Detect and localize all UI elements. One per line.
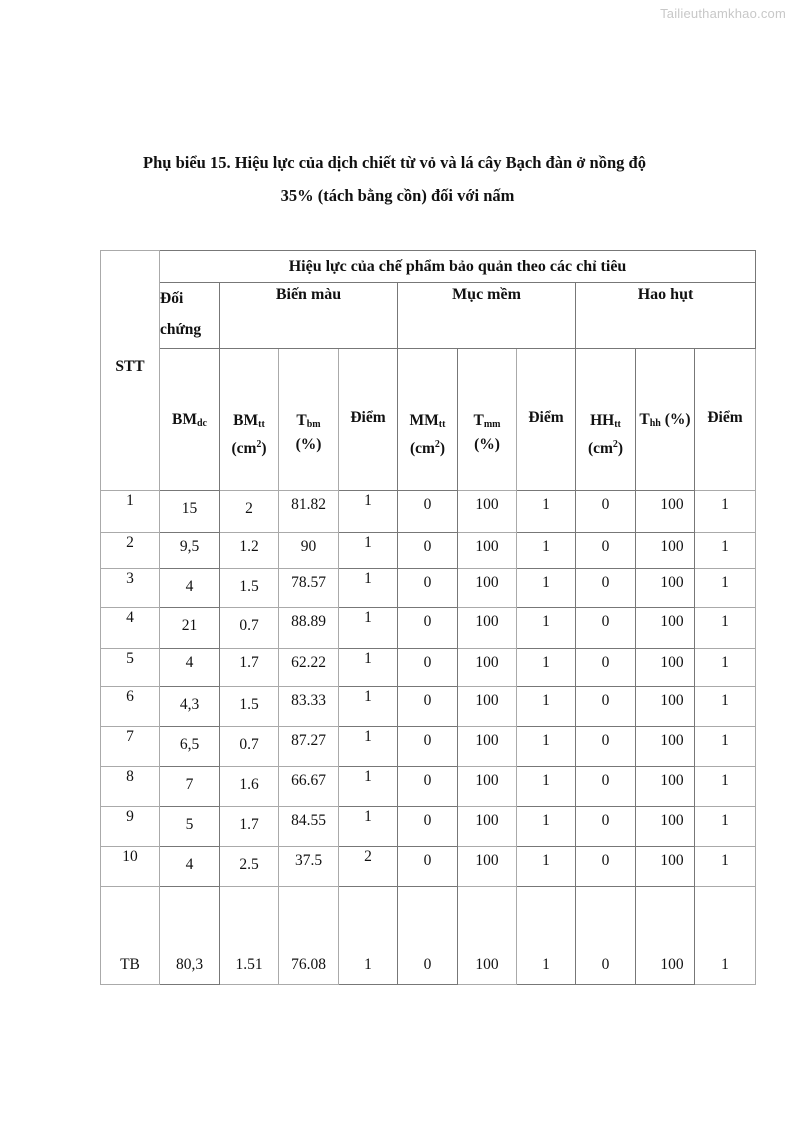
cell-mm-tt: 0 [398,533,458,569]
col-diem-mm: Điểm [517,349,576,491]
col-bm-dc: $BM_{dc}$ [160,349,220,491]
results-table [100,250,756,985]
cell-diem-mm: 1 [517,608,576,649]
cell-t-mm: 100 [458,608,517,649]
cell-bm-tt: 0.7 [220,608,279,649]
cell-diem-bm: 2 [339,847,398,887]
cell-diem-bm: 1 [339,649,398,687]
table-title-line2: 35% (tách bằng cồn) đối với nấm [280,186,515,205]
col-t-mm: $T_{mm}$ (%) [458,349,517,491]
cell-t-hh: 100 [636,727,695,767]
cell-t-bm: 62.22 [279,649,339,687]
cell-t-mm: 100 [458,727,517,767]
cell-mm-tt: 0 [398,608,458,649]
cell-diem-hh: 1 [695,608,756,649]
cell-bm-tt: 1.7 [220,807,279,847]
header-group-efficacy: Hiệu lực của chế phẩm bảo quản theo các chỉ tiêu [160,251,756,283]
cell-stt: 2 [101,533,160,569]
col-diem-bm: Điểm [339,349,398,491]
cell-diem-mm: 1 [517,569,576,608]
cell-mm-tt: 0 [398,491,458,533]
table-row [101,608,756,649]
cell-t-hh: 100 [636,533,695,569]
cell-mm-tt: 0 [398,767,458,807]
header-soft-rot: Mục mềm [398,283,576,349]
header-discoloration: Biến màu [220,283,398,349]
cell-bm-tt: 1.7 [220,649,279,687]
cell-diem-hh: 1 [695,491,756,533]
cell-t-mm: 100 [458,767,517,807]
cell-mm-tt: 0 [398,887,458,985]
header-row-columns [101,349,756,491]
cell-diem-bm: 1 [339,767,398,807]
cell-t-hh: 100 [636,807,695,847]
cell-bm-tt: 0.7 [220,727,279,767]
cell-diem-hh: 1 [695,533,756,569]
cell-stt: 10 [101,847,160,887]
cell-t-bm: 90 [279,533,339,569]
cell-diem-hh: 1 [695,847,756,887]
col-bm-tt: $BM_{tt}$ $(cm^2)$ [220,349,279,491]
cell-t-bm: 88.89 [279,608,339,649]
cell-diem-hh: 1 [695,767,756,807]
header-row-subgroups [101,283,756,349]
cell-bm-dc: 4,3 [160,687,220,727]
cell-diem-hh: 1 [695,687,756,727]
cell-diem-mm: 1 [517,887,576,985]
cell-bm-tt: 1.51 [220,887,279,985]
cell-stt: 1 [101,491,160,533]
cell-stt: TB [101,887,160,985]
cell-bm-dc: 7 [160,767,220,807]
cell-t-mm: 100 [458,887,517,985]
cell-diem-bm: 1 [339,887,398,985]
cell-hh-tt: 0 [576,847,636,887]
cell-hh-tt: 0 [576,569,636,608]
cell-diem-bm: 1 [339,533,398,569]
cell-t-hh: 100 [636,767,695,807]
cell-mm-tt: 0 [398,847,458,887]
cell-bm-tt: 1.5 [220,687,279,727]
cell-stt: 4 [101,608,160,649]
cell-bm-dc: 15 [160,491,220,533]
cell-t-hh: 100 [636,491,695,533]
cell-bm-dc: 80,3 [160,887,220,985]
header-row-group [101,251,756,283]
cell-t-mm: 100 [458,847,517,887]
cell-diem-hh: 1 [695,887,756,985]
table-row [101,533,756,569]
cell-mm-tt: 0 [398,687,458,727]
table-row [101,649,756,687]
cell-diem-mm: 1 [517,767,576,807]
cell-hh-tt: 0 [576,687,636,727]
cell-stt: 9 [101,807,160,847]
cell-bm-dc: 6,5 [160,727,220,767]
cell-t-hh: 100 [636,608,695,649]
cell-stt: 8 [101,767,160,807]
cell-bm-tt: 1.5 [220,569,279,608]
table-row-average [101,887,756,985]
table-row [101,847,756,887]
cell-mm-tt: 0 [398,569,458,608]
cell-mm-tt: 0 [398,649,458,687]
cell-t-bm: 66.67 [279,767,339,807]
cell-stt: 5 [101,649,160,687]
cell-t-hh: 100 [636,847,695,887]
cell-diem-mm: 1 [517,491,576,533]
cell-t-mm: 100 [458,569,517,608]
cell-bm-tt: 2 [220,491,279,533]
cell-hh-tt: 0 [576,887,636,985]
cell-mm-tt: 0 [398,727,458,767]
cell-hh-tt: 0 [576,767,636,807]
cell-t-mm: 100 [458,533,517,569]
table-row [101,807,756,847]
cell-diem-bm: 1 [339,608,398,649]
cell-bm-tt: 1.6 [220,767,279,807]
cell-bm-tt: 1.2 [220,533,279,569]
col-hh-tt: $HH_{tt}$ $(cm^2)$ [576,349,636,491]
cell-bm-dc: 4 [160,649,220,687]
cell-t-hh: 100 [636,569,695,608]
cell-diem-bm: 1 [339,727,398,767]
cell-stt: 3 [101,569,160,608]
cell-hh-tt: 0 [576,608,636,649]
cell-t-bm: 87.27 [279,727,339,767]
table-row [101,491,756,533]
cell-stt: 7 [101,727,160,767]
table-row [101,767,756,807]
cell-diem-mm: 1 [517,727,576,767]
cell-t-hh: 100 [636,649,695,687]
col-mm-tt: $MM_{tt}$ $(cm^2)$ [398,349,458,491]
cell-diem-hh: 1 [695,569,756,608]
cell-t-bm: 78.57 [279,569,339,608]
watermark: Tailieuthamkhao.com [660,6,786,21]
cell-t-mm: 100 [458,807,517,847]
col-t-bm: $T_{bm}$ (%) [279,349,339,491]
cell-diem-mm: 1 [517,533,576,569]
cell-bm-dc: 4 [160,569,220,608]
cell-t-bm: 84.55 [279,807,339,847]
cell-bm-dc: 4 [160,847,220,887]
cell-bm-dc: 5 [160,807,220,847]
header-loss: Hao hụt [576,283,756,349]
table-row [101,569,756,608]
cell-diem-bm: 1 [339,807,398,847]
cell-t-hh: 100 [636,687,695,727]
cell-diem-bm: 1 [339,687,398,727]
cell-bm-dc: 9,5 [160,533,220,569]
cell-diem-bm: 1 [339,569,398,608]
cell-diem-mm: 1 [517,847,576,887]
cell-diem-mm: 1 [517,687,576,727]
cell-t-mm: 100 [458,649,517,687]
col-t-hh: $T_{hh}$ (%) [636,349,695,491]
cell-bm-dc: 21 [160,608,220,649]
cell-hh-tt: 0 [576,533,636,569]
cell-t-bm: 83.33 [279,687,339,727]
cell-diem-mm: 1 [517,807,576,847]
cell-bm-tt: 2.5 [220,847,279,887]
cell-hh-tt: 0 [576,491,636,533]
cell-stt: 6 [101,687,160,727]
table-row [101,727,756,767]
cell-diem-hh: 1 [695,727,756,767]
table-row [101,687,756,727]
cell-hh-tt: 0 [576,727,636,767]
cell-diem-hh: 1 [695,807,756,847]
header-stt: STT [101,251,160,491]
cell-t-mm: 100 [458,491,517,533]
header-control: Đối chứng [160,283,220,349]
cell-diem-hh: 1 [695,649,756,687]
cell-diem-bm: 1 [339,491,398,533]
cell-t-mm: 100 [458,687,517,727]
cell-hh-tt: 0 [576,807,636,847]
cell-hh-tt: 0 [576,649,636,687]
col-diem-hh: Điểm [695,349,756,491]
table-title-line1: Phụ biểu 15. Hiệu lực của dịch chiết từ vỏ và lá cây Bạch đàn ở nồng độ [143,153,646,172]
cell-t-hh: 100 [636,887,695,985]
cell-diem-mm: 1 [517,649,576,687]
cell-mm-tt: 0 [398,807,458,847]
cell-t-bm: 76.08 [279,887,339,985]
cell-t-bm: 37.5 [279,847,339,887]
cell-t-bm: 81.82 [279,491,339,533]
